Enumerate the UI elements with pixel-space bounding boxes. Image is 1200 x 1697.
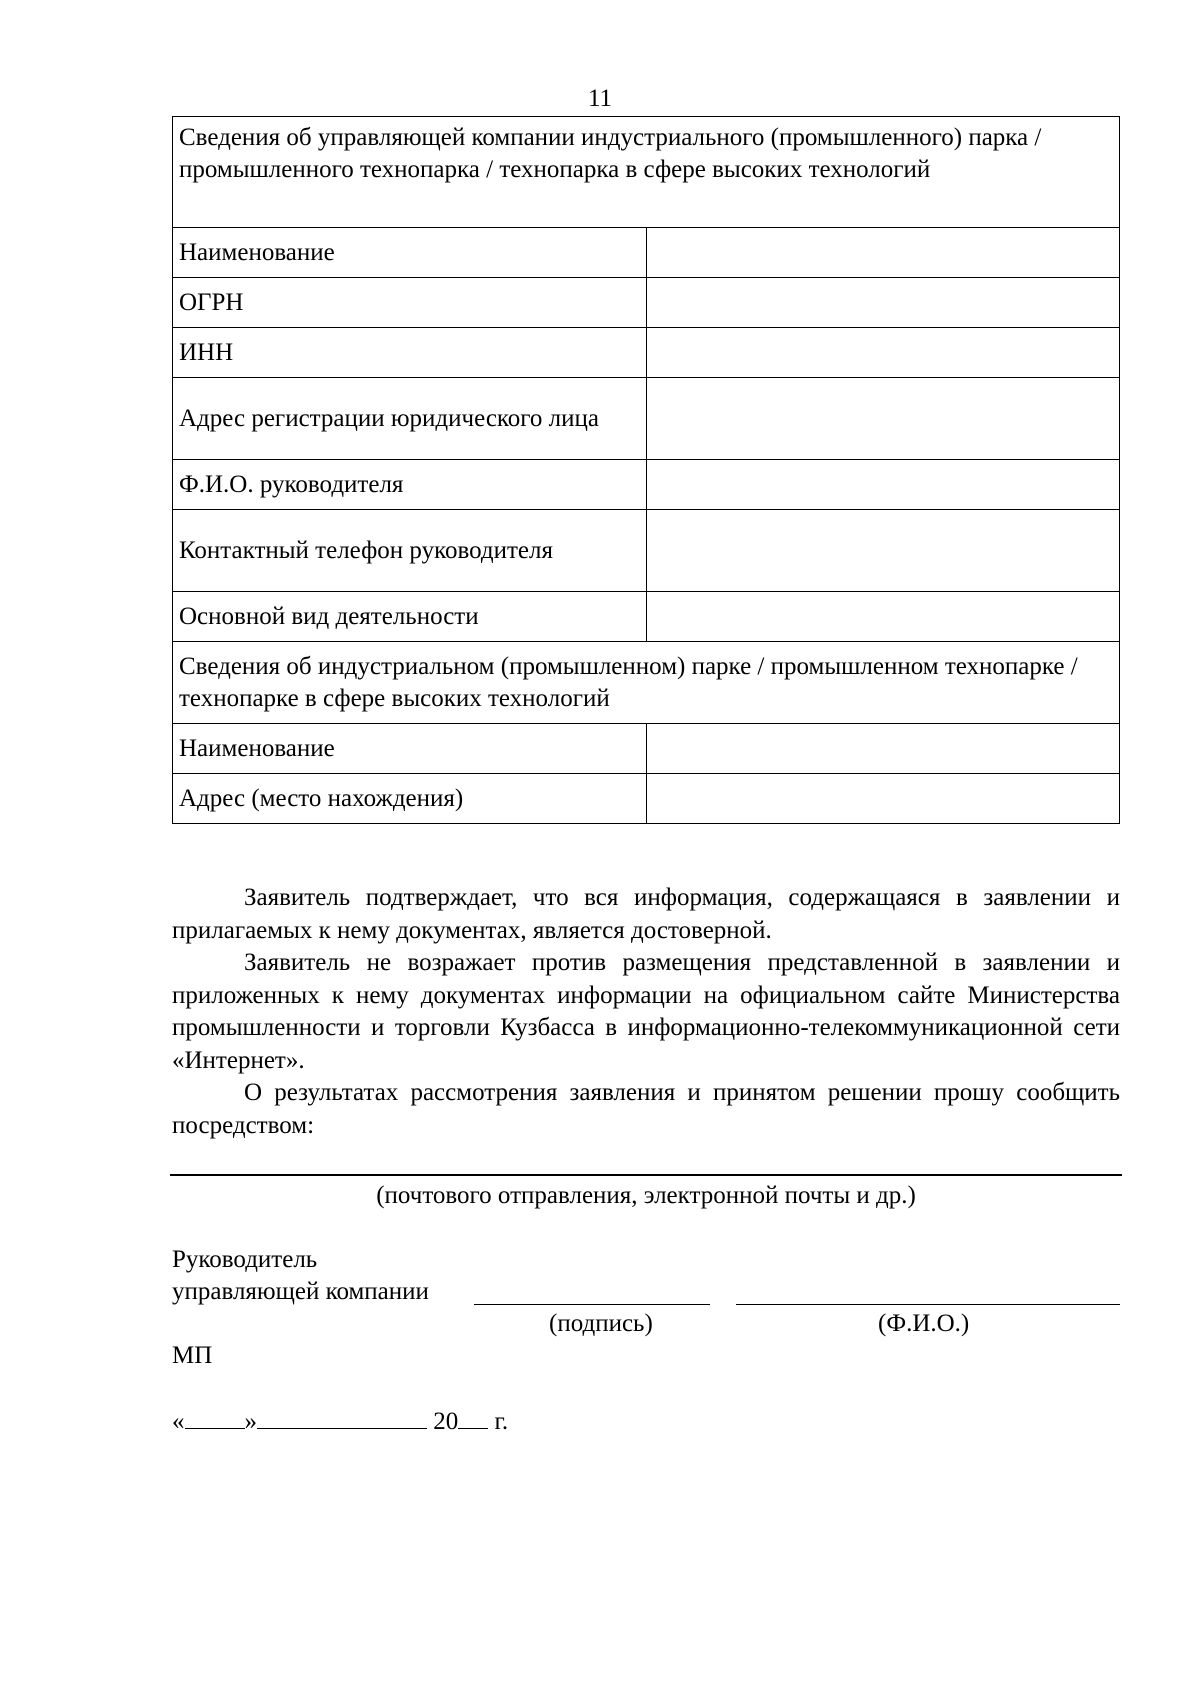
contact-method-field[interactable] [170,1174,1122,1176]
director-phone-label: Контактный телефон руководителя [173,510,647,592]
company-name-label: Наименование [173,228,647,278]
seal-label: МП [172,1342,213,1369]
inn-label: ИНН [173,328,647,378]
table-row [173,510,1120,592]
head-label-line2: управляющей компании [172,1278,429,1305]
contact-method-hint: (почтового отправления, электронной почты и др.) [376,1182,916,1209]
month-field[interactable] [257,1406,427,1429]
full-name-field[interactable] [736,1304,1120,1305]
table-row [173,724,1120,774]
ogrn-value[interactable] [646,278,1120,328]
table-row [173,378,1120,460]
park-address-value[interactable] [646,774,1120,824]
page-number: 11 [587,85,613,112]
statements-block [172,882,1120,1142]
year-prefix: 20 [433,1408,459,1435]
company-section-header-row [173,117,1120,228]
table-row [173,774,1120,824]
statement-accuracy: Заявитель подтверждает, что вся информация, содержащаяся в заявлении и прилагаемых к нему документах, является достоверной. [172,884,1120,944]
park-section-header: Сведения об индустриальном (промышленном) парке / промышленном технопарке / технопарке в сфере высоких технологий [173,642,1120,724]
year-suffix: г. [494,1408,509,1435]
day-field[interactable] [185,1406,245,1429]
statement-notification-request: О результатах рассмотрения заявления и принятом решении прошу сообщить посредством: [172,1079,1120,1139]
full-name-caption: (Ф.И.О.) [878,1310,970,1337]
signature-field[interactable] [474,1304,710,1305]
park-address-label: Адрес (место нахождения) [173,774,647,824]
park-name-label: Наименование [173,724,647,774]
signature-caption: (подпись) [549,1310,653,1337]
park-section-header-row [173,642,1120,724]
inn-value[interactable] [646,328,1120,378]
director-name-label: Ф.И.О. руководителя [173,460,647,510]
statement-publication-consent: Заявитель не возражает против размещения представленной в заявлении и приложенных к нему документах информации на официальном сайте Министерства промышленности и торговли Кузбасса в информационно-телекоммуникационной сети «Интернет». [172,949,1120,1074]
date-close-quote: » [244,1408,257,1435]
table-row [173,278,1120,328]
director-phone-value[interactable] [646,510,1120,592]
main-activity-value[interactable] [646,592,1120,642]
director-name-value[interactable] [646,460,1120,510]
application-form-table [172,116,1120,824]
table-row [173,328,1120,378]
date-line [172,1406,508,1438]
table-row [173,460,1120,510]
registration-address-label: Адрес регистрации юридического лица [173,378,647,460]
main-activity-label: Основной вид деятельности [173,592,647,642]
park-name-value[interactable] [646,724,1120,774]
company-name-value[interactable] [646,228,1120,278]
head-label-line1: Руководитель [172,1246,318,1273]
registration-address-value[interactable] [646,378,1120,460]
table-row [173,592,1120,642]
table-row [173,228,1120,278]
year-field[interactable] [458,1406,488,1429]
date-open-quote: « [172,1408,185,1435]
ogrn-label: ОГРН [173,278,647,328]
company-section-header: Сведения об управляющей компании индустриального (промышленного) парка / промышленного технопарка / технопарка в сфере высоких технологий [173,117,1120,228]
